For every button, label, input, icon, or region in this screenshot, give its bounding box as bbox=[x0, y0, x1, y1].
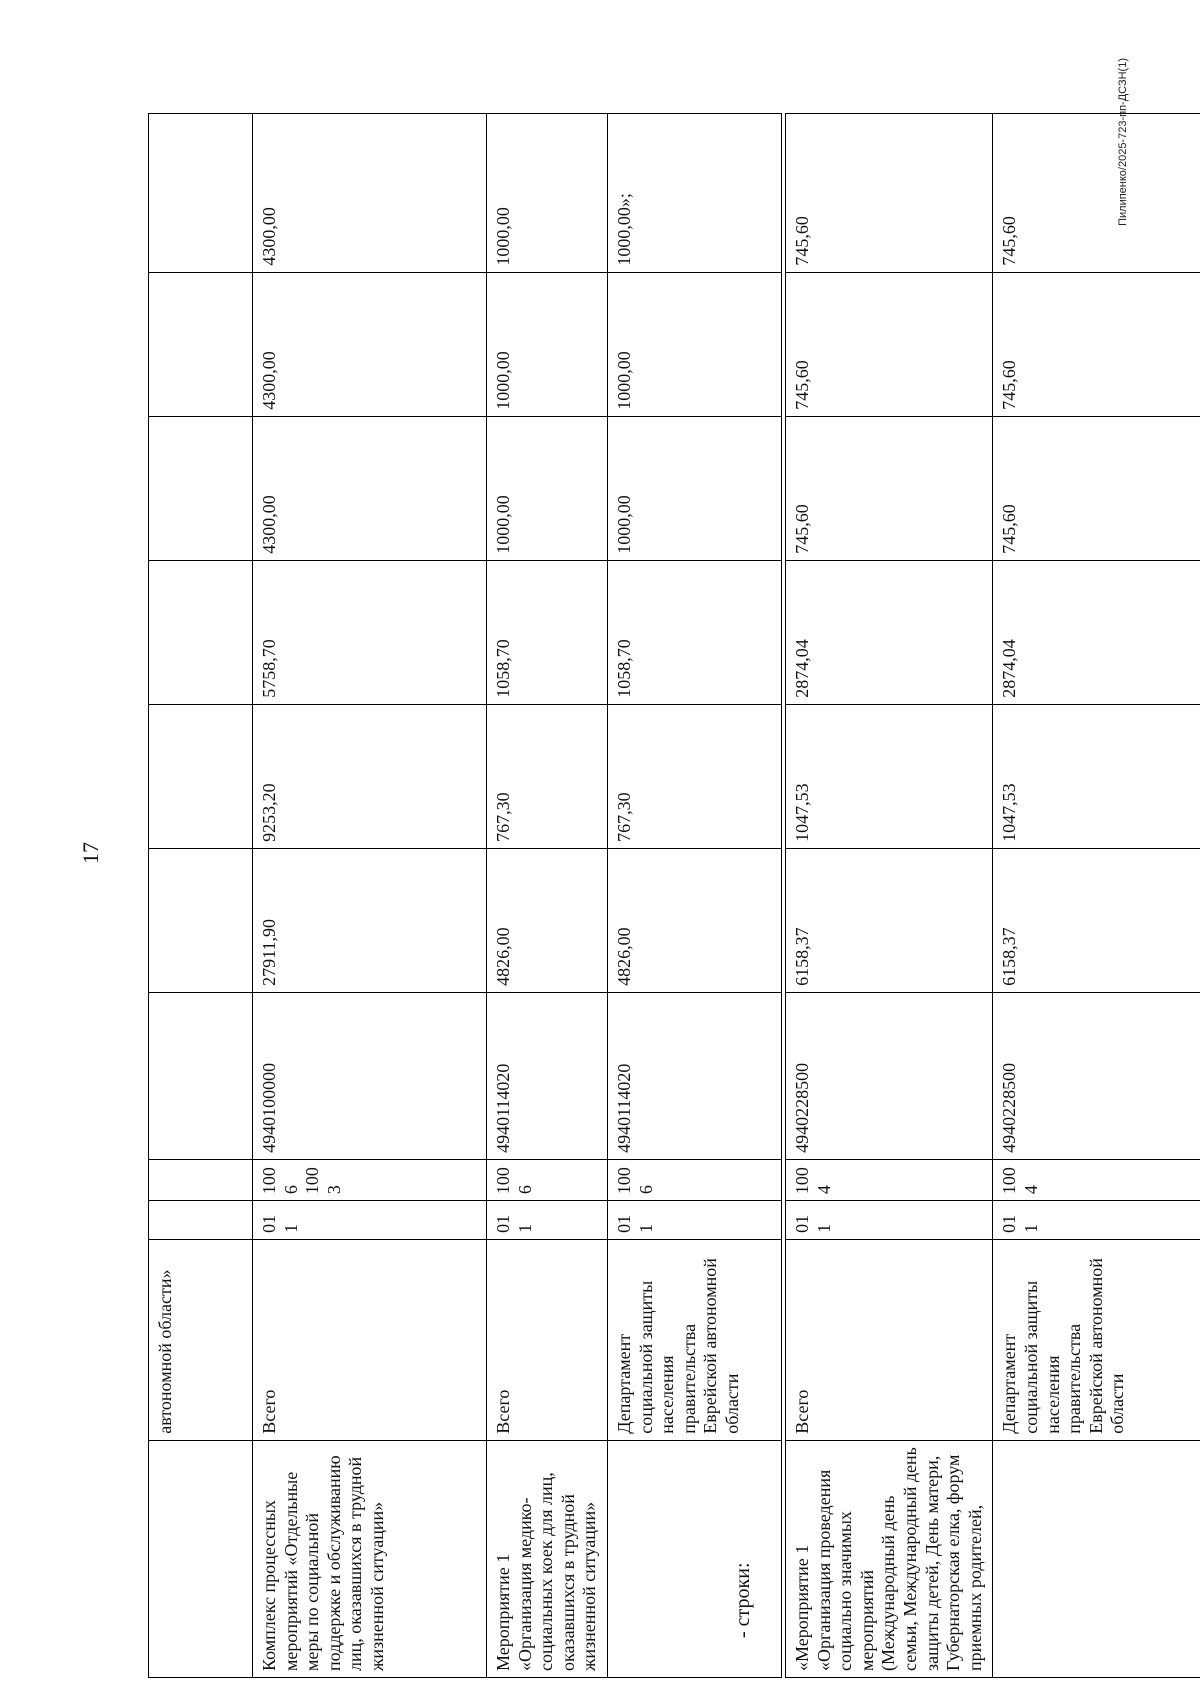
table-cell: 011 bbox=[786, 1201, 993, 1240]
table-cell bbox=[607, 1440, 781, 1677]
table-cell: 745,60 bbox=[993, 272, 1200, 416]
table-cell: Мероприятие 1 «Организация медико-социальных коек для лиц, оказавшихся в трудной жизненной ситуации» bbox=[487, 1440, 608, 1677]
table-cell: 1047,53 bbox=[786, 704, 993, 848]
table-cell bbox=[149, 704, 253, 848]
table-cell: 1000,00 bbox=[487, 114, 608, 273]
table-cell: 5758,70 bbox=[253, 560, 487, 704]
table-cell bbox=[149, 848, 253, 992]
table-cell: 27911,90 bbox=[253, 848, 487, 992]
table-cell: 4300,00 bbox=[253, 416, 487, 560]
table-cell: 4300,00 bbox=[253, 272, 487, 416]
table-cell: 4826,00 bbox=[487, 848, 608, 992]
table-cell: 4940100000 bbox=[253, 992, 487, 1159]
table-cell: Всего bbox=[786, 1239, 993, 1440]
table-cell: 1000,00 bbox=[487, 272, 608, 416]
table-cell: 4940114020 bbox=[487, 992, 608, 1159]
table-cell: 2874,04 bbox=[786, 560, 993, 704]
table-cell: 1000,00 bbox=[607, 416, 781, 560]
table-cell bbox=[149, 560, 253, 704]
table-cell bbox=[149, 272, 253, 416]
table-cell: Комплекс процессных мероприятий «Отдельные меры по социальной поддержке и обслуживанию лиц, оказавшихся в трудной жизненной ситуации» bbox=[253, 1440, 487, 1677]
table-cell: 745,60 bbox=[786, 416, 993, 560]
table-cell bbox=[149, 114, 253, 273]
table-cell: 4300,00 bbox=[253, 114, 487, 273]
table-cell: 2874,04 bbox=[993, 560, 1200, 704]
table-cell: Департамент социальной защиты населения правительства Еврейской автономной области bbox=[993, 1239, 1200, 1440]
table-cell: Всего bbox=[253, 1239, 487, 1440]
table-cell: 4940228500 bbox=[786, 992, 993, 1159]
table-cell bbox=[993, 1440, 1200, 1677]
table-cell: 6158,37 bbox=[993, 848, 1200, 992]
table-cell bbox=[149, 1201, 253, 1240]
budget-table-top bbox=[148, 113, 782, 1678]
table-cell: 745,60 bbox=[993, 416, 1200, 560]
table-cell: 011 bbox=[253, 1201, 487, 1240]
table-cell: 4940114020 bbox=[607, 992, 781, 1159]
table-cell: 1047,53 bbox=[993, 704, 1200, 848]
budget-table-bottom bbox=[785, 113, 1200, 1678]
rows-separator-text: - строки: bbox=[732, 1562, 754, 1638]
table-row bbox=[786, 114, 993, 1678]
table-cell: 745,60 bbox=[786, 114, 993, 273]
table-cell: 1000,00 bbox=[607, 272, 781, 416]
page-number: 17 bbox=[78, 842, 103, 864]
table-cell: Всего bbox=[487, 1239, 608, 1440]
table-cell: 1006 bbox=[607, 1159, 781, 1200]
table-row bbox=[993, 114, 1200, 1678]
table-row bbox=[149, 114, 253, 1678]
table-cell: 767,30 bbox=[607, 704, 781, 848]
table-cell: «Мероприятие 1 «Организация проведения социально значимых мероприятий (Международный день семьи, Международный день защиты детей, День матери, Губернаторская елка, форум приемных родителей, bbox=[786, 1440, 993, 1677]
table-row bbox=[253, 114, 487, 1678]
table-cell: 767,30 bbox=[487, 704, 608, 848]
table-cell: 011 bbox=[993, 1201, 1200, 1240]
table-cell: 1058,70 bbox=[487, 560, 608, 704]
table-cell: автономной области» bbox=[149, 1239, 253, 1440]
table-cell: 011 bbox=[607, 1201, 781, 1240]
table-cell bbox=[149, 992, 253, 1159]
table-cell: 1000,00 bbox=[487, 416, 608, 560]
table-cell bbox=[149, 1440, 253, 1677]
table-cell: 011 bbox=[487, 1201, 608, 1240]
table-cell: 1004 bbox=[993, 1159, 1200, 1200]
table-cell: 6158,37 bbox=[786, 848, 993, 992]
table-cell: Департамент социальной защиты населения правительства Еврейской автономной области bbox=[607, 1239, 781, 1440]
table-cell: 1000,00»; bbox=[607, 114, 781, 273]
table-cell: 4826,00 bbox=[607, 848, 781, 992]
table-cell: 1006 bbox=[487, 1159, 608, 1200]
table-cell: 9253,20 bbox=[253, 704, 487, 848]
table-cell: 4940228500 bbox=[993, 992, 1200, 1159]
table-cell bbox=[149, 1159, 253, 1200]
table-row bbox=[607, 114, 781, 1678]
table-cell: 745,60 bbox=[786, 272, 993, 416]
table-cell: 745,60 bbox=[993, 114, 1200, 273]
table-cell: 1058,70 bbox=[607, 560, 781, 704]
table-cell: 1004 bbox=[786, 1159, 993, 1200]
table-cell: 1006 1003 bbox=[253, 1159, 487, 1200]
table-cell bbox=[149, 416, 253, 560]
document-footer-code: Пилипенко/2025-723-пп-ДСЗН(1) bbox=[1117, 58, 1129, 226]
table-row bbox=[487, 114, 608, 1678]
